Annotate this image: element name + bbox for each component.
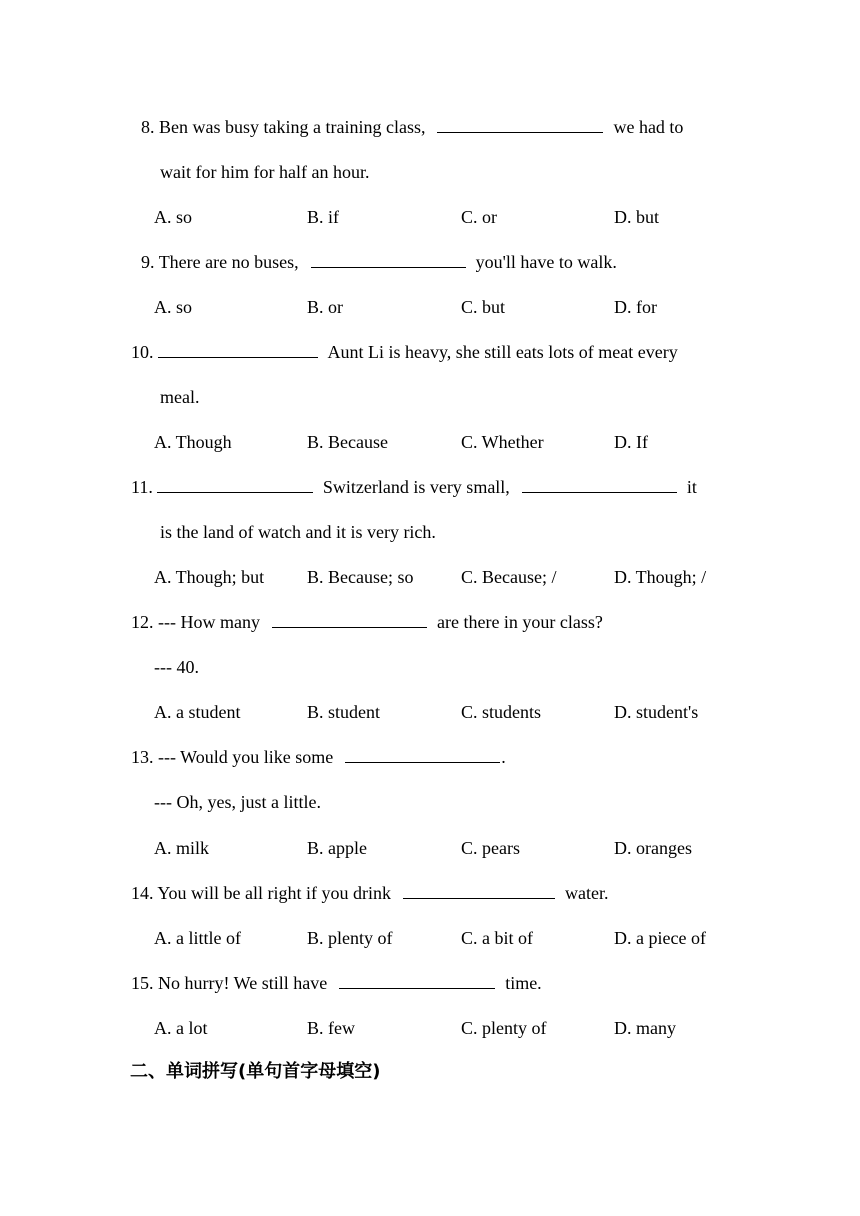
question-text: --- Would you like some [158,747,334,767]
option-c[interactable]: C. pears [461,838,520,858]
option-b[interactable]: B. apple [307,838,367,858]
answer-blank[interactable] [311,253,466,268]
question-15-line-1 [131,971,542,995]
question-number: 14. [131,883,154,903]
option-c[interactable]: C. Whether [461,432,544,452]
answer-blank[interactable] [437,118,603,133]
option-b[interactable]: B. plenty of [307,928,393,948]
option-c[interactable]: C. Because; / [461,567,557,587]
option-d[interactable]: D. Though; / [614,567,707,587]
option-a[interactable]: A. so [154,297,193,317]
question-text: There are no buses, [158,252,299,272]
option-c[interactable]: C. a bit of [461,928,533,948]
question-text: --- How many [158,612,260,632]
option-b[interactable]: B. Because [307,432,388,452]
question-13-line-2 [154,790,321,814]
option-c[interactable]: C. students [461,702,542,722]
option-a[interactable]: A. Though [154,432,232,452]
question-8-line-1 [141,115,683,139]
question-text: --- 40. [154,657,199,677]
question-number: 9. [141,252,155,272]
question-14-line-1 [131,881,609,905]
section-heading: 二、单词拼写(单句首字母填空) [130,1061,381,1082]
question-text: time. [505,973,542,993]
question-text: --- Oh, yes, just a little. [154,792,321,812]
option-d[interactable]: D. for [614,297,657,317]
answer-blank[interactable] [403,884,555,899]
option-b[interactable]: B. if [307,207,340,227]
answer-blank[interactable] [157,478,313,493]
question-text: No hurry! We still have [158,973,328,993]
question-11-line-2 [160,520,436,544]
question-text: meal. [160,387,200,407]
question-text: is the land of watch and it is very rich. [160,522,436,542]
option-b[interactable]: B. Because; so [307,567,414,587]
option-a[interactable]: A. so [154,207,193,227]
question-number: 12. [131,612,154,632]
question-number: 15. [131,973,154,993]
question-9-line-1 [141,250,617,274]
option-d[interactable]: D. If [614,432,648,452]
option-a[interactable]: A. a student [154,702,241,722]
option-a[interactable]: A. a little of [154,928,241,948]
option-a[interactable]: A. a lot [154,1018,208,1038]
option-d[interactable]: D. oranges [614,838,692,858]
question-text: it [686,477,697,497]
question-number: 13. [131,747,154,767]
option-b[interactable]: B. or [307,297,343,317]
option-b[interactable]: B. student [307,702,381,722]
question-number: 11. [131,477,153,497]
option-a[interactable]: A. Though; but [154,567,265,587]
question-text: water. [565,883,609,903]
question-11-line-1 [131,475,697,499]
option-a[interactable]: A. milk [154,838,210,858]
question-text: we had to [613,117,684,137]
answer-blank[interactable] [345,748,500,763]
question-number: 8. [141,117,155,137]
question-13-line-1 [131,745,506,769]
option-c[interactable]: C. plenty of [461,1018,547,1038]
option-d[interactable]: D. many [614,1018,676,1038]
question-12-line-2 [154,655,199,679]
question-text: Aunt Li is heavy, she still eats lots of meat every [327,342,678,362]
question-number: 10. [131,342,154,362]
question-text: Switzerland is very small, [322,477,510,497]
answer-blank[interactable] [158,343,318,358]
option-c[interactable]: C. or [461,207,497,227]
option-d[interactable]: D. but [614,207,659,227]
option-d[interactable]: D. student's [614,702,699,722]
answer-blank[interactable] [272,613,427,628]
question-8-line-2 [160,160,369,184]
question-text: Ben was busy taking a training class, [159,117,426,137]
option-d[interactable]: D. a piece of [614,928,706,948]
question-12-line-1 [131,610,603,634]
option-c[interactable]: C. but [461,297,506,317]
question-10-line-1 [131,340,678,364]
answer-blank[interactable] [522,478,677,493]
question-text: . [501,747,506,767]
question-text: wait for him for half an hour. [160,162,370,182]
option-b[interactable]: B. few [307,1018,355,1038]
question-text: you'll have to walk. [475,252,617,272]
question-text: are there in your class? [436,612,603,632]
question-10-line-2 [160,385,199,409]
question-text: You will be all right if you drink [157,883,392,903]
answer-blank[interactable] [339,974,495,989]
